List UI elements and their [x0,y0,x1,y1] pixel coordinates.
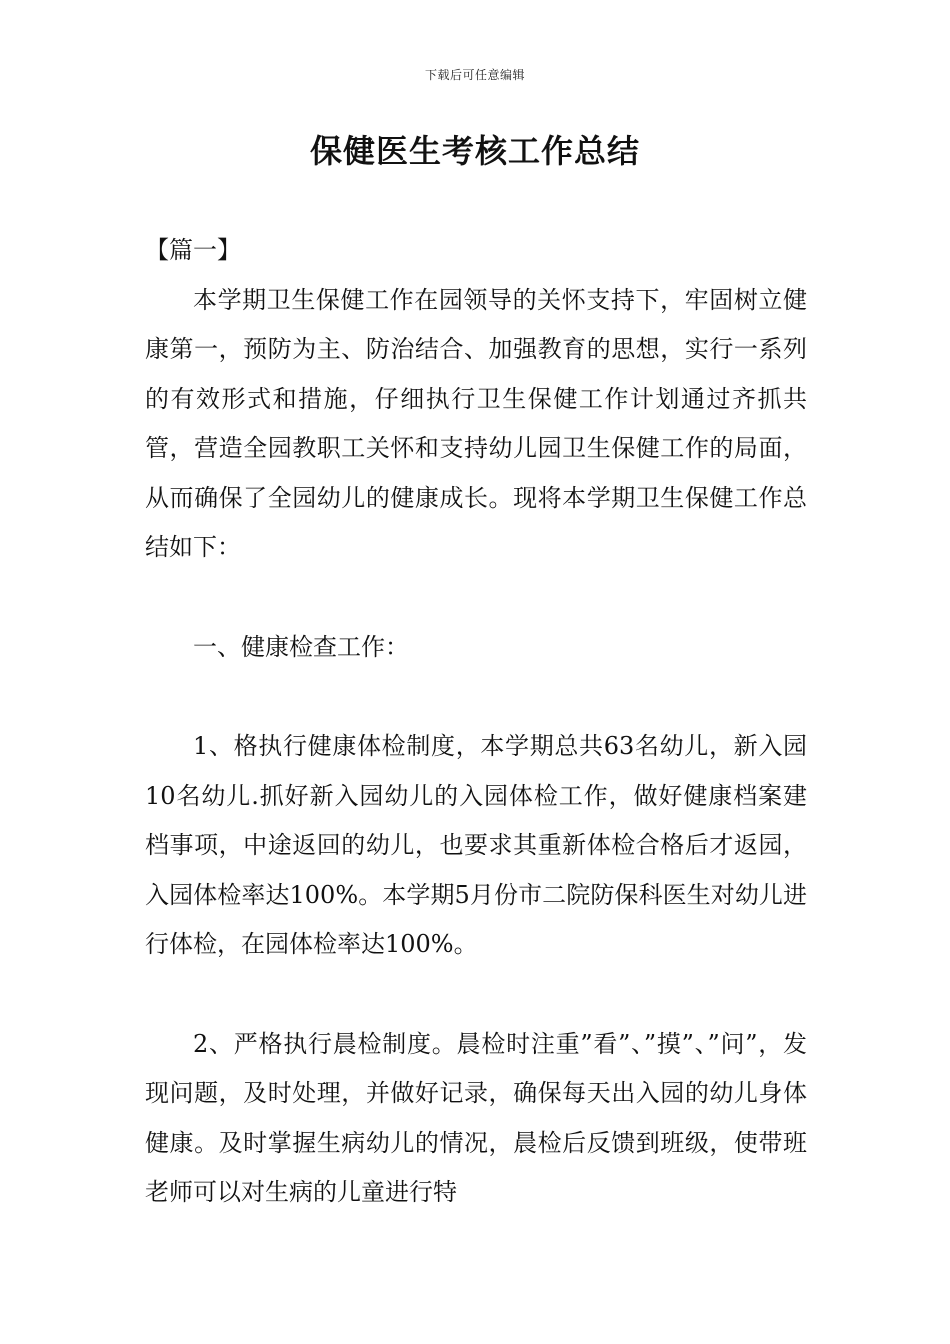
spacer [145,970,807,1020]
document-title: 保健医生考核工作总结 [309,132,640,170]
section-label: 【篇一】 [145,236,241,264]
document-body [145,226,807,1218]
spacer [145,573,807,623]
header-note: 下载后可任意编辑 [424,68,525,82]
spacer [145,672,807,722]
paragraph-item-1: 1、格执行健康体检制度，本学期总共63名幼儿，新入园10名幼儿.抓好新入园幼儿的入园体检工作，做好健康档案建档事项，中途返回的幼儿，也要求其重新体检合格后才返园，入园体检率达100%。本学期5月份市二院防保科医生对幼儿进行体检，在园体检率达100%。 [145,732,807,958]
paragraph-intro: 本学期卫生保健工作在园领导的关怀支持下，牢固树立健康第一，预防为主、防治结合、加强教育的思想，实行一系列的有效形式和措施，仔细执行卫生保健工作计划通过齐抓共管，营造全园教职工关怀和支持幼儿园卫生保健工作的局面，从而确保了全园幼儿的健康成长。现将本学期卫生保健工作总结如下： [145,285,807,561]
paragraph-item-2: 2、严格执行晨检制度。晨检时注重”看”、”摸”、”问”，发现问题，及时处理，并做好记录，确保每天出入园的幼儿身体健康。及时掌握生病幼儿的情况，晨检后反馈到班级，使带班老师可以对生病的儿童进行特 [145,1029,807,1206]
heading-health-check: 一、健康检查工作： [193,632,409,661]
